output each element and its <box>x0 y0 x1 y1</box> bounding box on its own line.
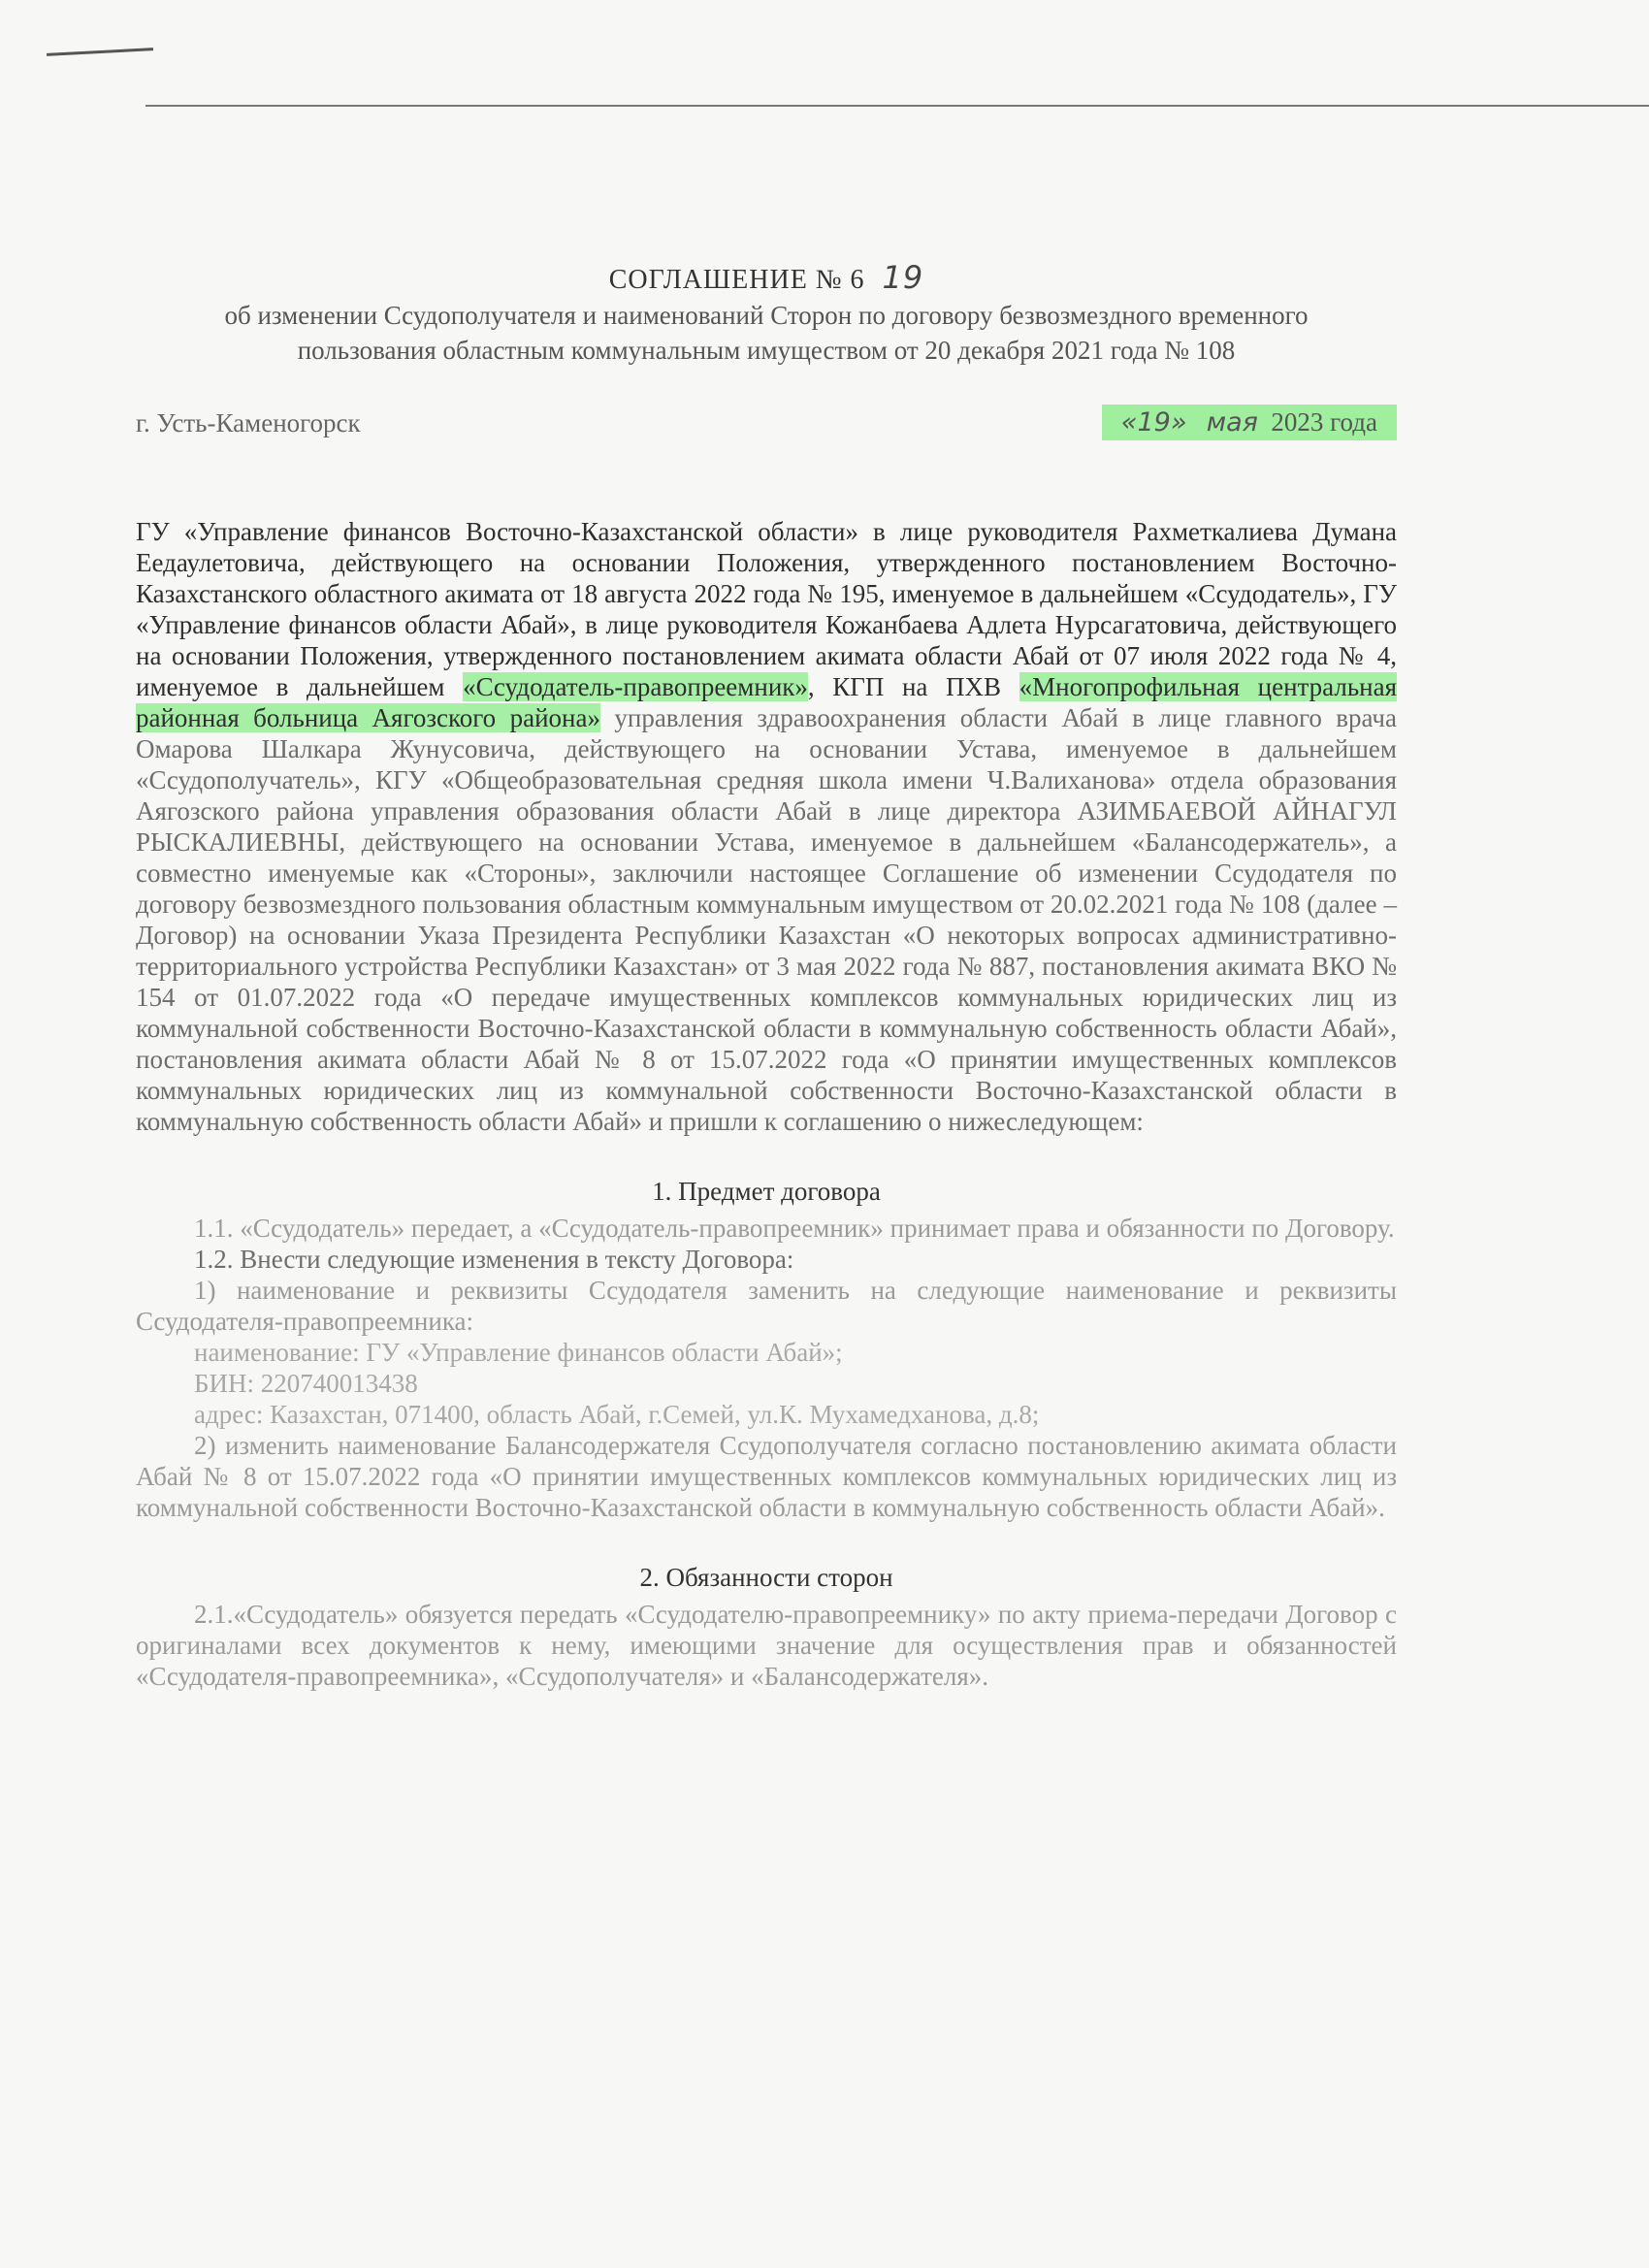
subtitle-line-1: об изменении Ссудополучателя и наименований Сторон по договору безвозмездного временного <box>224 301 1309 330</box>
requisite-bin: БИН: 220740013438 <box>194 1369 418 1398</box>
clause-1-2-1: 1) наименование и реквизиты Ссудодателя заменить на следующие наименование и реквизиты Ссудодателя-правопреемника: <box>136 1276 1397 1336</box>
place: г. Усть-Каменогорск <box>136 407 361 437</box>
section-obligations <box>136 1562 1397 1692</box>
section-subject <box>136 1176 1397 1523</box>
date-day: «19» <box>1120 407 1187 437</box>
scan-artifact-top-line <box>146 105 1649 107</box>
preamble-part-2: , КГП на ПХВ <box>807 672 1002 701</box>
section-1-heading: 1. Предмет договора <box>652 1177 881 1206</box>
highlight-successor: «Ссудодатель-правопреемник» <box>463 672 808 701</box>
scan-artifact-top-left <box>47 48 153 56</box>
preamble-part-3: управления здравоохранения области Абай в лице главного врача Омарова Шалкара Жунусовича, действующего на основании Устава, именуемое в дальнейшем «Ссудополучатель», КГУ «Общеобразовательная средняя школа имени Ч.Валиханова» отдела образования Аягозского района управления образования области Абай в лице директора АЗИМБАЕВОЙ АЙНАГУЛ РЫСКАЛИЕВНЫ, действующего на основании Устава, именуемое в дальнейшем «Балансодержатель», а совместно именуемые как «Стороны», заключили настоящее Соглашение об изменении Ссудодателя по договору безвозмездного пользования областным коммунальным имуществом от 20.02.2021 года № 108 (далее – Договор) на основании Указа Президента Республики Казахстан «О некоторых вопросах административно-территориального устройства Республики Казахстан» от 3 мая 2022 года № 887, постановления акимата ВКО № 154 от 01.07.2022 года «О передаче имущественных комплексов коммунальных юридических лиц из коммунальной собственности Восточно-Казахстанской области в коммунальную собственность области Абай», постановления акимата области Абай № 8 от 15.07.2022 года «О принятии имущественных комплексов коммунальных юридических лиц из коммунальной собственности Восточно-Казахстанской области в коммунальную собственность области Абай» и пришли к соглашению о нижеследующем: <box>136 703 1397 1136</box>
date-month: мая <box>1206 407 1258 437</box>
clause-1-2: 1.2. Внести следующие изменения в тексту Договора: <box>194 1245 794 1274</box>
clause-1-2-2: 2) изменить наименование Балансодержателя Ссудополучателя согласно постановлению акимата области Абай № 8 от 15.07.2022 года «О принятии имущественных комплексов коммунальных юридических лиц из коммунальной собственности Восточно-Казахстанской области в коммунальную собственность области Абай». <box>136 1431 1397 1522</box>
requisite-name: наименование: ГУ «Управление финансов области Абай»; <box>194 1338 843 1367</box>
clause-2-1: 2.1.«Ссудодатель» обязуется передать «Ссудодателю-правопреемнику» по акту приема-передачи Договор с оригиналами всех документов к нему, имеющими значение для осуществления прав и обязанностей «Ссудодателя-правопреемника», «Ссудополучателя» и «Балансодержателя». <box>136 1600 1397 1691</box>
section-2-heading: 2. Обязанности сторон <box>639 1563 893 1592</box>
date-year: 2023 года <box>1271 407 1377 437</box>
preamble-part-1: ГУ «Управление финансов Восточно-Казахстанской области» в лице руководителя Рахметкалиева Думана Еедаулетовича, действующего на основании Положения, утвержденного постановлением Восточно-Казахстанского областного акимата от 18 августа 2022 года № 195, именуемое в дальнейшем «Ссудодатель», ГУ «Управление финансов области Абай», в лице руководителя Кожанбаева Адлета Нурсагатовича, действующего на основании Положения, утвержденного постановлением акимата области Абай от 07 июля 2022 года № 4, именуемое в дальнейшем <box>136 517 1397 701</box>
subtitle-line-2: пользования областным коммунальным имуществом от 20 декабря 2021 года № 108 <box>297 336 1236 365</box>
place-date-row <box>136 405 1397 440</box>
clause-1-1: 1.1. «Ссудодатель» передает, а «Ссудодатель-правопреемник» принимает права и обязанности по Договору. <box>194 1214 1395 1243</box>
handwritten-number: 19 <box>882 259 924 296</box>
preamble-paragraph <box>136 516 1397 1137</box>
requisite-address: адрес: Казахстан, 071400, область Абай, г.Семей, ул.К. Мухамедханова, д.8; <box>194 1400 1040 1429</box>
title-text: СОГЛАШЕНИЕ № 6 <box>608 265 865 295</box>
preamble <box>136 516 1397 1137</box>
highlight-hospital: «Многопрофильная центральная районная больница Аягозского района» <box>136 672 1398 732</box>
document-date <box>1102 405 1397 440</box>
document-page <box>136 259 1398 1692</box>
document-title <box>136 259 1397 296</box>
